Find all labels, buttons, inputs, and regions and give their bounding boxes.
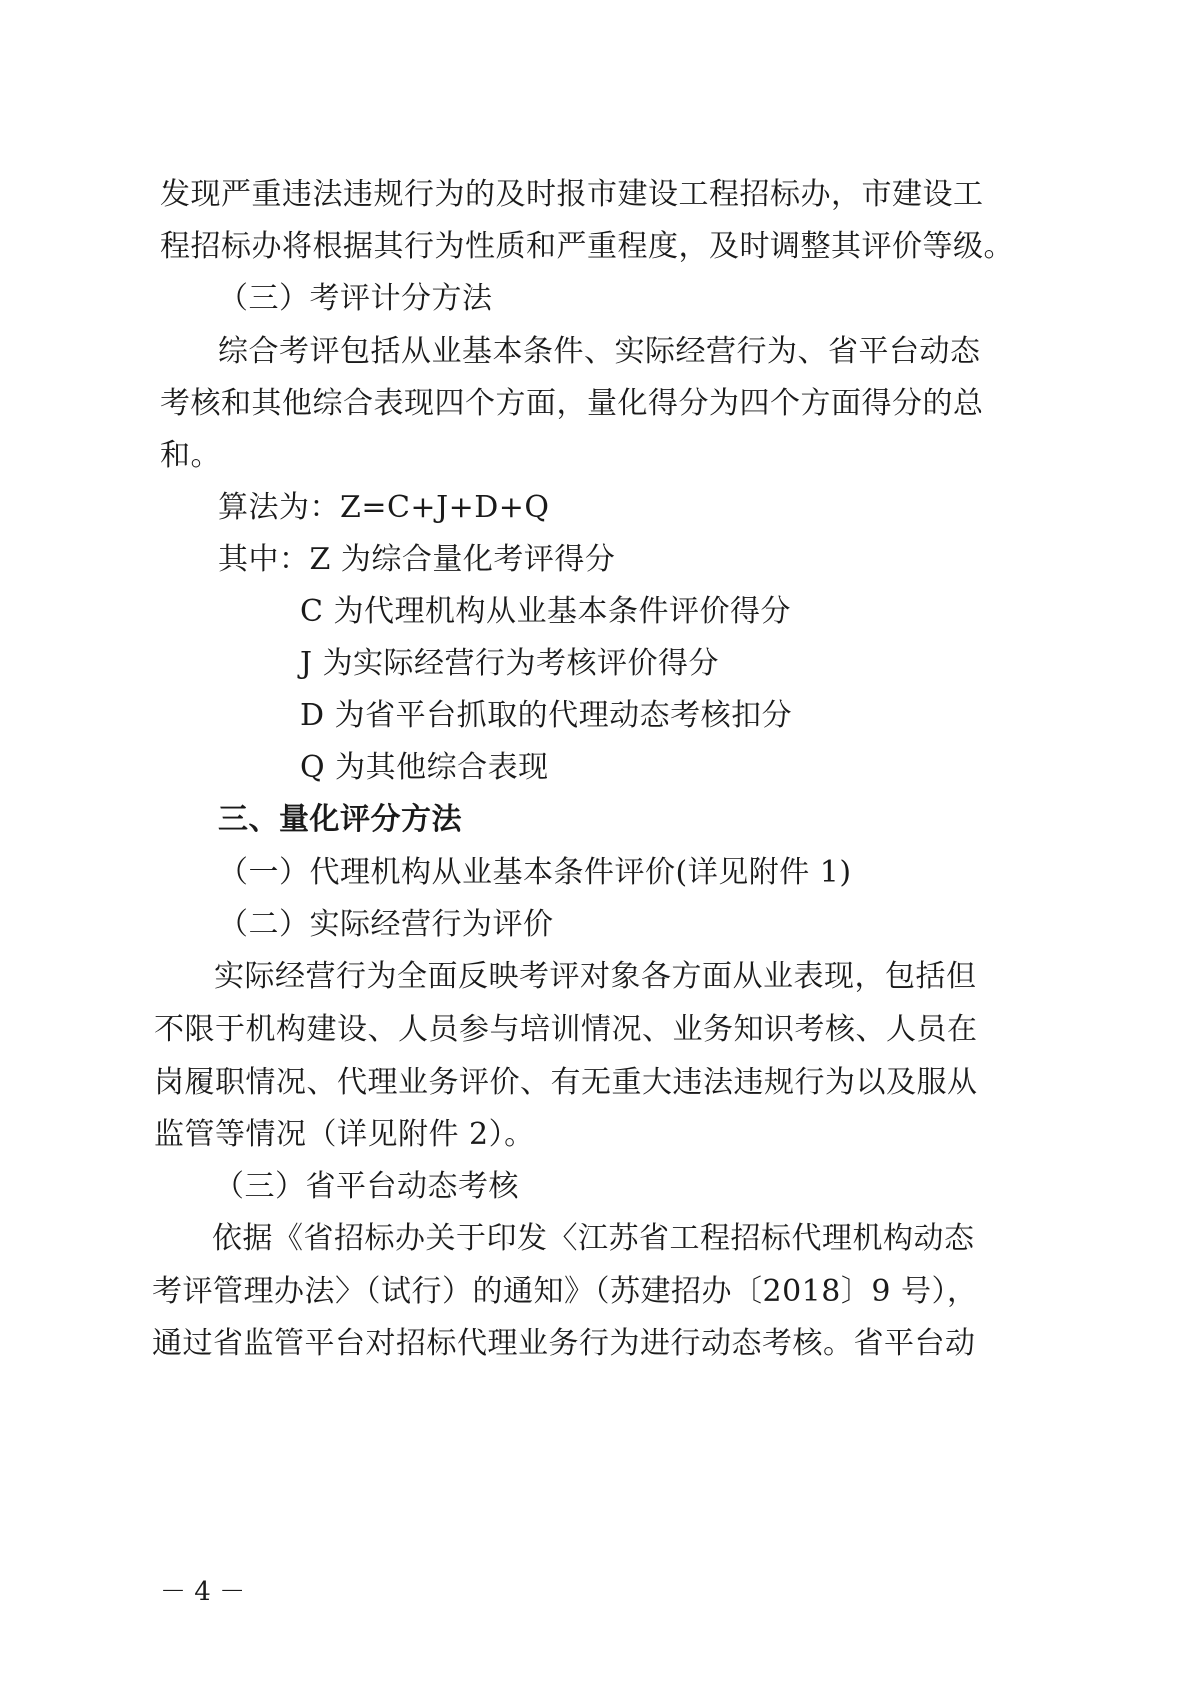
paragraph-line: 通过省监管平台对招标代理业务行为进行动态考核。省平台动 — [152, 1326, 976, 1361]
section-heading: （三）考评计分方法 — [218, 281, 493, 316]
paragraph-line: 依据《省招标办关于印发〈江苏省工程招标代理机构动态 — [212, 1221, 975, 1256]
section-heading: （二）实际经营行为评价 — [218, 907, 554, 942]
definition-line: 其中：Z 为综合量化考评得分 — [218, 542, 616, 577]
paragraph-line: 综合考评包括从业基本条件、实际经营行为、省平台动态 — [218, 334, 981, 369]
chapter-heading: 三、量化评分方法 — [218, 802, 462, 837]
paragraph-line: 不限于机构建设、人员参与培训情况、业务知识考核、人员在 — [154, 1012, 978, 1047]
paragraph-line: 考核和其他综合表现四个方面，量化得分为四个方面得分的总 — [160, 386, 984, 421]
paragraph-line: 实际经营行为全面反映考评对象各方面从业表现，包括但 — [214, 959, 977, 994]
paragraph-line: 和。 — [160, 438, 221, 473]
section-heading: （三）省平台动态考核 — [214, 1169, 519, 1204]
paragraph-line: 发现严重违法违规行为的及时报市建设工程招标办，市建设工 — [160, 177, 984, 212]
paragraph-line: 考评管理办法〉（试行）的通知》（苏建招办〔2018〕9 号）， — [152, 1274, 978, 1309]
definition-line: C 为代理机构从业基本条件评价得分 — [300, 594, 791, 629]
paragraph-line: 岗履职情况、代理业务评价、有无重大违法违规行为以及服从 — [154, 1065, 978, 1100]
paragraph-line: 程招标办将根据其行为性质和严重程度，及时调整其评价等级。 — [160, 229, 1014, 264]
definition-line: J 为实际经营行为考核评价得分 — [300, 646, 720, 681]
definition-line: D 为省平台抓取的代理动态考核扣分 — [300, 698, 793, 733]
paragraph-line: 监管等情况（详见附件 2）。 — [154, 1117, 535, 1152]
formula-line: 算法为：Z=C+J+D+Q — [218, 490, 550, 525]
page-number: － 4 － — [160, 1577, 246, 1607]
section-heading: （一）代理机构从业基本条件评价(详见附件 1) — [218, 855, 852, 890]
definition-line: Q 为其他综合表现 — [300, 750, 549, 785]
